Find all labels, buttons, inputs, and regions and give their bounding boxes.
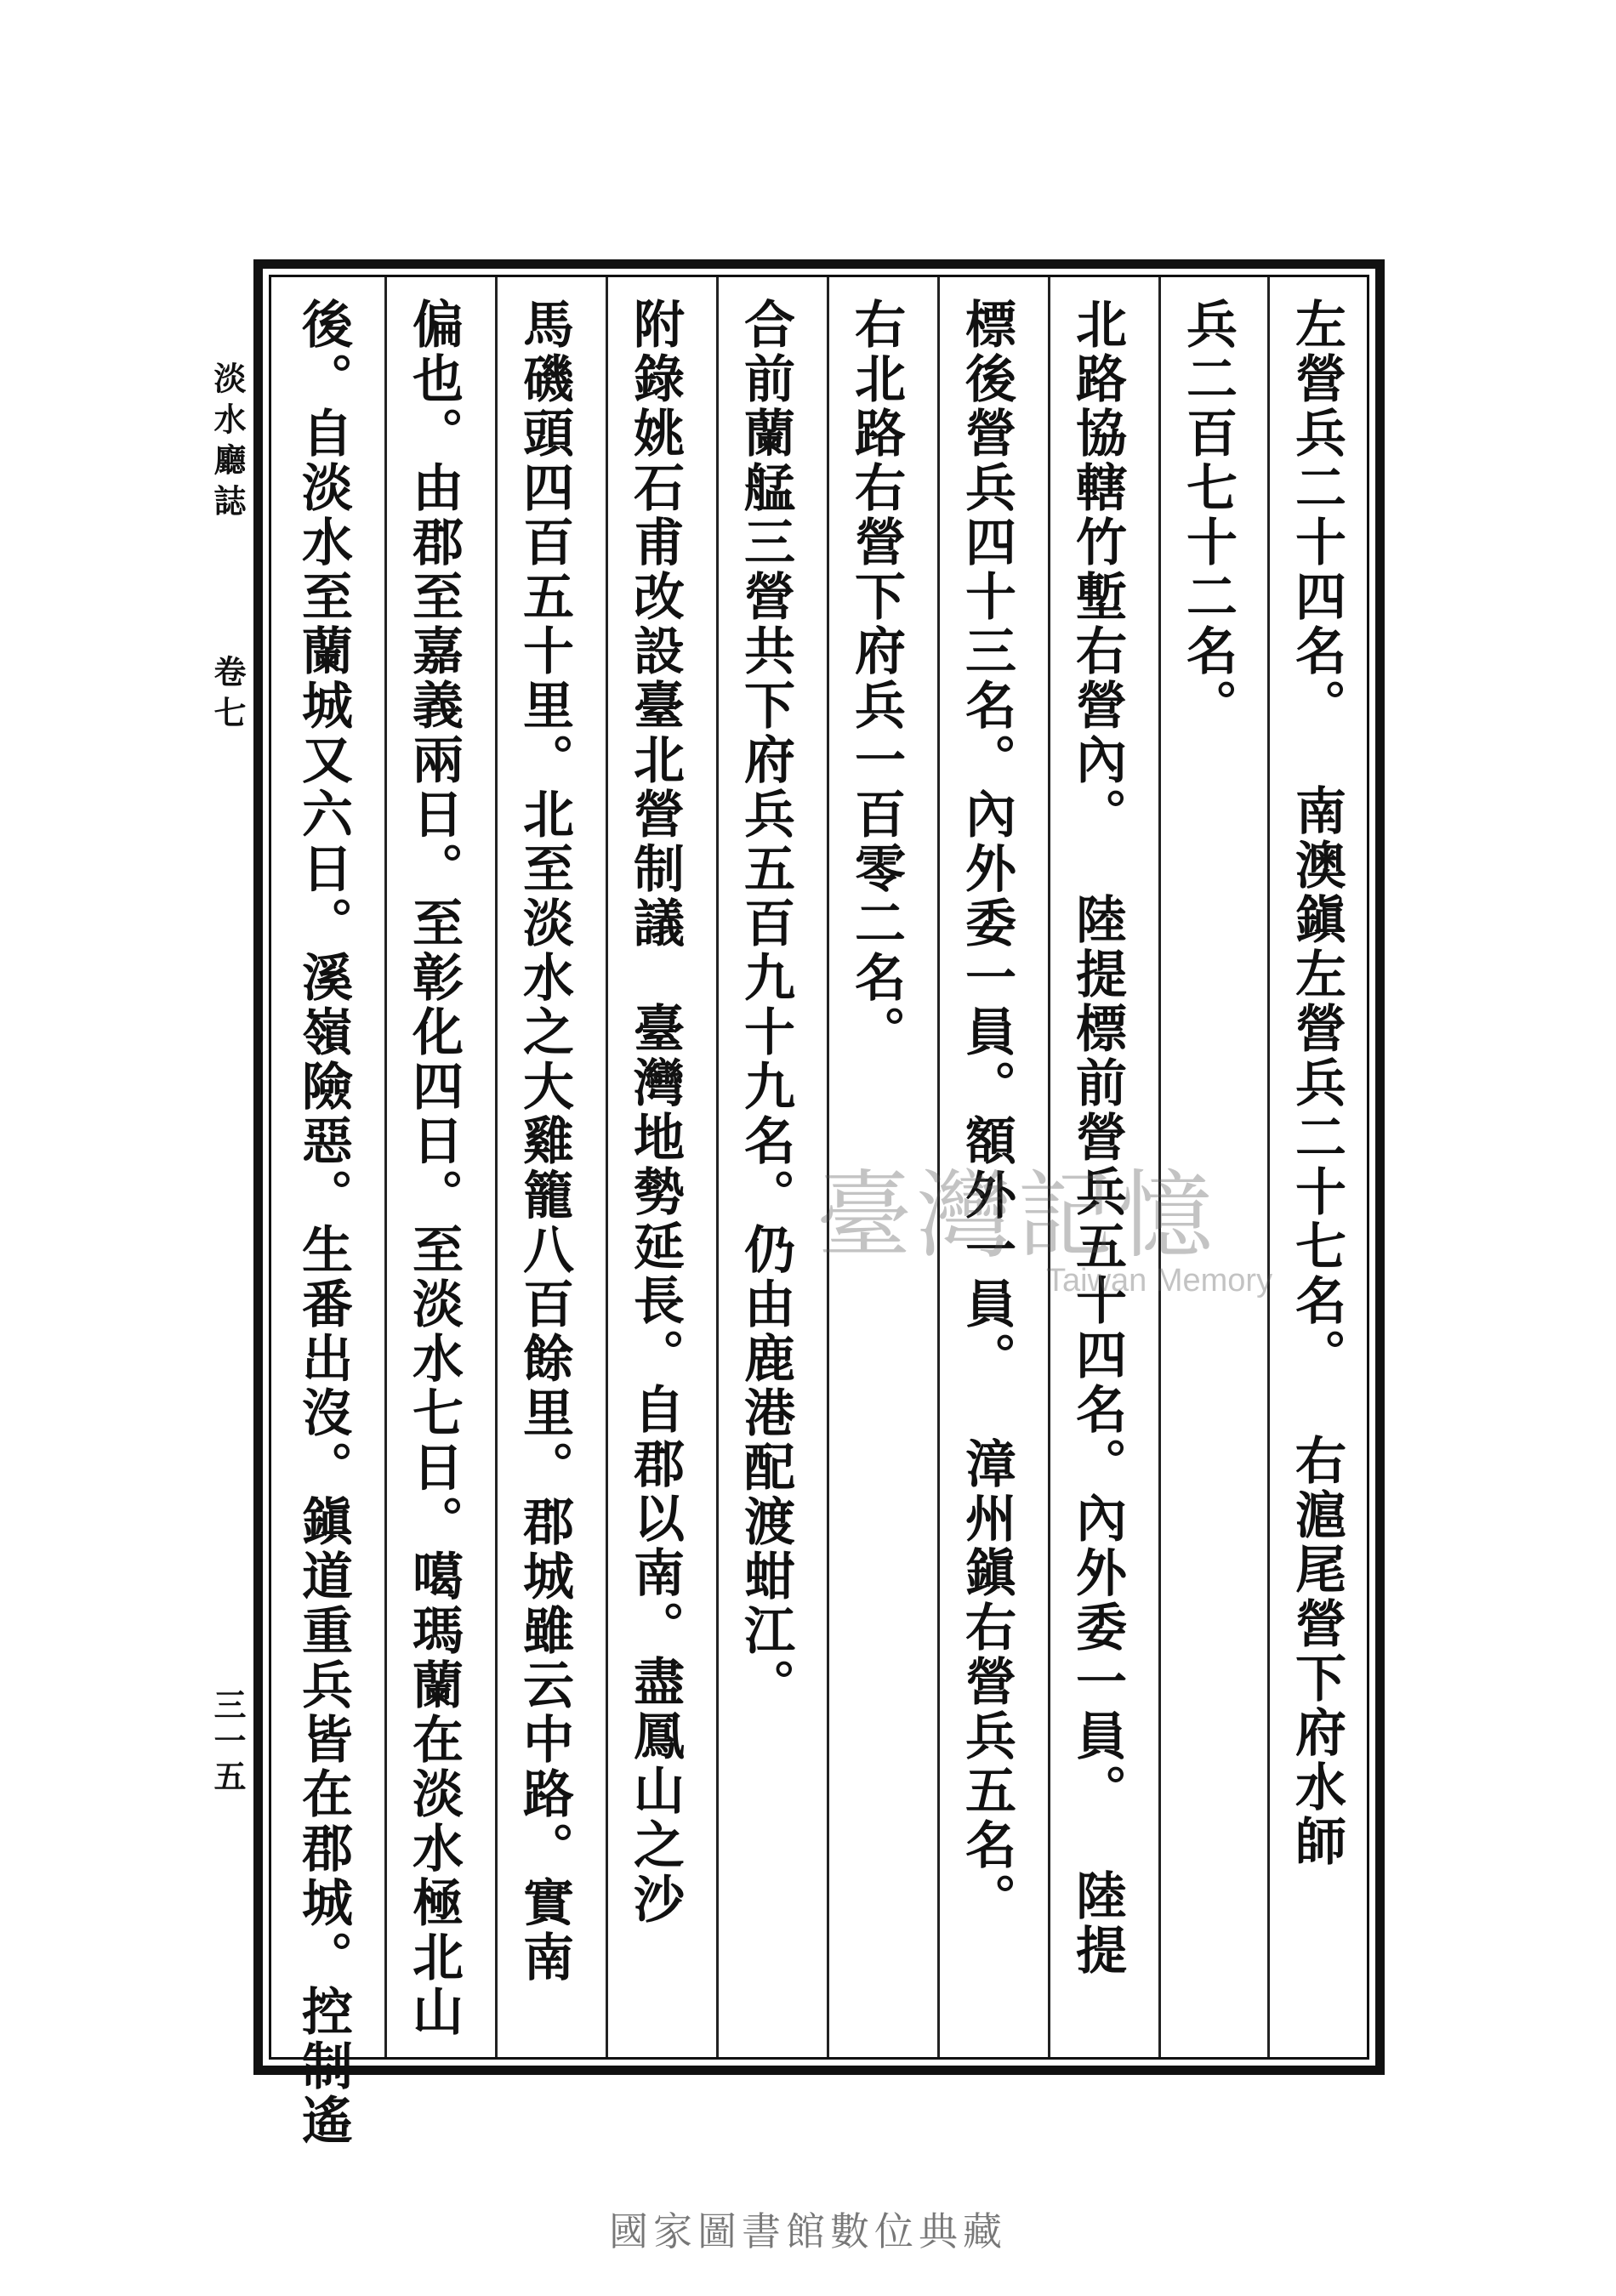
column-segment: 陸提標前營兵五十四名。內外委一員。 [1067, 893, 1127, 1818]
library-footer: 國家圖書館數位典藏 [609, 2208, 1007, 2254]
text-column-7 [625, 298, 685, 2049]
column-segment: 合前蘭艋三營共下府兵五百九十九名。仍由鹿港配渡蚶江。 [736, 298, 795, 1713]
column-segment: 左營兵二十四名。 [1287, 298, 1346, 733]
watermark-english: Taiwan Memory [1046, 1263, 1273, 1299]
column-segment: 右北路右營下府兵一百零二名。 [846, 298, 906, 1060]
column-segment: 後。自淡水至蘭城又六日。溪嶺險惡。生番出沒。鎭道重兵皆在郡城。控制遙 [293, 298, 353, 2148]
book-title: 淡水廳誌 [208, 361, 247, 525]
column-segment: 偏也。由郡至嘉義兩日。至彰化四日。至淡水七日。噶瑪蘭在淡水極北山 [404, 298, 464, 2039]
text-column-8 [515, 298, 574, 2049]
column-segment: 右滬尾營下府水師 [1287, 1434, 1346, 1869]
column-segment: 南澳鎭左營兵二十七名。 [1287, 784, 1346, 1383]
column-segment: 兵二百七十二名。 [1178, 298, 1238, 733]
page-number: 三一五 [208, 1688, 247, 1795]
volume-label: 卷七 [208, 655, 247, 736]
text-column-1 [1287, 298, 1346, 2049]
column-rule [495, 277, 498, 2057]
watermark-chinese: 臺灣記憶 [817, 1161, 1218, 1271]
column-segment: 陸提 [1067, 1869, 1127, 1978]
column-segment: 馬磯頭四百五十里。北至淡水之大雞籠八百餘里。郡城雖云中路。實南 [515, 298, 574, 1985]
column-segment: 附錄姚石甫改設臺北營制議 [625, 298, 685, 951]
column-segment: 北路協轄竹塹右營內。 [1067, 298, 1127, 842]
column-rule [1267, 277, 1270, 2057]
column-segment: 標後營兵四十三名。內外委一員。額外一員。 [957, 298, 1016, 1386]
column-rule [606, 277, 608, 2057]
column-rule [716, 277, 719, 2057]
text-column-10 [293, 298, 353, 2148]
watermark [817, 1139, 1273, 1299]
column-segment: 漳州鎭右營兵五名。 [957, 1437, 1016, 1927]
text-column-6 [736, 298, 795, 2049]
column-segment: 臺灣地勢延長。自郡以南。盡鳳山之沙 [625, 1002, 685, 1927]
text-column-9 [404, 298, 464, 2049]
column-rule [384, 277, 387, 2057]
